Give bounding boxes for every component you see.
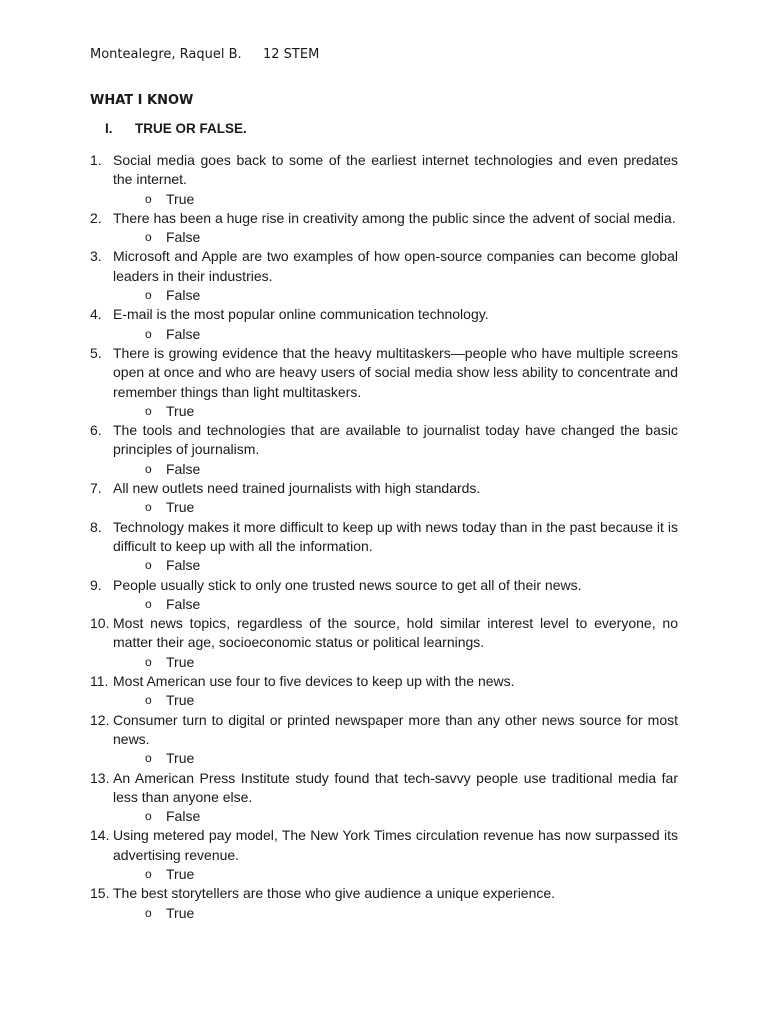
- answer-line: [90, 749, 678, 768]
- question-statement: [90, 576, 678, 595]
- answer-text: True: [166, 865, 195, 882]
- question-statement: [90, 884, 678, 903]
- hollow-bullet-icon: o: [145, 230, 152, 245]
- answer-line: [90, 807, 678, 826]
- question-number: 15.: [90, 885, 110, 902]
- hollow-bullet-icon: o: [145, 596, 152, 611]
- answer-line: [90, 190, 678, 209]
- question-item: [90, 421, 678, 479]
- question-text: Most American use four to five devices to keep up with the news.: [113, 673, 515, 690]
- part-number: I.: [105, 121, 113, 136]
- answer-text: True: [166, 653, 195, 670]
- hollow-bullet-icon: o: [145, 558, 152, 573]
- question-text: Most news topics, regardless of the source, hold similar interest level to everyone, no matter their age, socioeconomic status or political learnings.: [113, 615, 678, 651]
- question-text: Consumer turn to digital or printed newspaper more than any other news source for most news.: [113, 711, 678, 747]
- hollow-bullet-icon: o: [145, 288, 152, 303]
- question-statement: [90, 305, 678, 324]
- hollow-bullet-icon: o: [145, 326, 152, 341]
- question-text: Microsoft and Apple are two examples of how open-source companies can become global leaders in their industries.: [113, 248, 678, 284]
- answer-text: False: [166, 557, 201, 574]
- hollow-bullet-icon: o: [145, 809, 152, 824]
- question-item: [90, 614, 678, 672]
- answer-text: True: [166, 402, 195, 419]
- question-text: There is growing evidence that the heavy multitaskers—people who have multiple screens open at once and who are heavy users of social media show less ability to concentrate and remember things than light multitaskers.: [113, 344, 678, 400]
- question-statement: [90, 421, 678, 460]
- question-item: [90, 151, 678, 209]
- question-item: [90, 305, 678, 344]
- question-text: Using metered pay model, The New York Times circulation revenue has now surpassed its advertising revenue.: [113, 827, 678, 863]
- question-text: The tools and technologies that are available to journalist today have changed the basic principles of journalism.: [113, 422, 678, 458]
- answer-text: False: [166, 287, 201, 304]
- student-name: Montealegre, Raquel B.: [90, 47, 242, 62]
- section-title: WHAT I KNOW: [90, 93, 194, 108]
- question-number: 2.: [90, 209, 102, 226]
- question-text: Technology makes it more difficult to keep up with news today than in the past because it is difficult to keep up with all the information.: [113, 518, 678, 554]
- answer-line: [90, 460, 678, 479]
- question-statement: [90, 826, 678, 865]
- question-number: 1.: [90, 152, 102, 168]
- question-item: [90, 711, 678, 769]
- answer-text: True: [166, 190, 195, 207]
- question-number: 10.: [90, 615, 110, 632]
- question-text: All new outlets need trained journalists with high standards.: [113, 480, 481, 497]
- hollow-bullet-icon: o: [145, 461, 152, 476]
- answer-text: True: [166, 750, 195, 767]
- hollow-bullet-icon: o: [145, 751, 152, 766]
- answer-line: [90, 595, 678, 614]
- hollow-bullet-icon: o: [145, 905, 152, 920]
- question-text: An American Press Institute study found that tech-savvy people use traditional media far less than anyone else.: [113, 769, 678, 805]
- answer-text: False: [166, 595, 201, 612]
- question-number: 11.: [90, 673, 109, 690]
- question-list: [90, 151, 678, 923]
- question-statement: [90, 518, 678, 557]
- question-item: [90, 479, 678, 518]
- question-number: 4.: [90, 306, 102, 323]
- question-statement: [90, 769, 678, 808]
- question-item: [90, 518, 678, 576]
- answer-line: [90, 286, 678, 305]
- question-item: [90, 344, 678, 421]
- question-number: 12.: [90, 711, 110, 728]
- question-number: 7.: [90, 480, 102, 497]
- question-item: [90, 826, 678, 884]
- answer-line: [90, 904, 678, 923]
- question-item: [90, 884, 678, 923]
- question-statement: [90, 614, 678, 653]
- document-header: [90, 47, 320, 62]
- question-item: [90, 247, 678, 305]
- answer-line: [90, 498, 678, 517]
- question-statement: [90, 247, 678, 286]
- question-statement: [90, 344, 678, 402]
- question-item: [90, 209, 678, 248]
- hollow-bullet-icon: o: [145, 654, 152, 669]
- question-item: [90, 769, 678, 827]
- answer-line: [90, 691, 678, 710]
- answer-line: [90, 653, 678, 672]
- question-statement: [90, 209, 678, 228]
- answer-text: True: [166, 692, 195, 709]
- answer-text: False: [166, 808, 201, 825]
- question-text: The best storytellers are those who give audience a unique experience.: [113, 885, 556, 902]
- answer-text: True: [166, 904, 195, 921]
- question-number: 8.: [90, 518, 102, 535]
- grade-section: 12 STEM: [263, 47, 320, 62]
- answer-line: [90, 402, 678, 421]
- answer-text: False: [166, 229, 201, 246]
- question-number: 9.: [90, 576, 102, 593]
- question-number: 5.: [90, 344, 102, 361]
- question-item: [90, 672, 678, 711]
- answer-text: False: [166, 460, 201, 477]
- question-number: 6.: [90, 422, 102, 439]
- answer-text: True: [166, 499, 195, 516]
- question-statement: [90, 479, 678, 498]
- question-text: Social media goes back to some of the earliest internet technologies and even predates the internet.: [113, 152, 678, 188]
- question-number: 13.: [90, 769, 110, 786]
- question-item: [90, 576, 678, 615]
- question-statement: [90, 672, 678, 691]
- answer-line: [90, 228, 678, 247]
- question-statement: [90, 711, 678, 750]
- question-text: E-mail is the most popular online communication technology.: [113, 306, 489, 323]
- question-text: People usually stick to only one trusted news source to get all of their news.: [113, 576, 582, 593]
- question-number: 14.: [90, 827, 110, 844]
- hollow-bullet-icon: o: [145, 693, 152, 708]
- part-heading: [105, 121, 247, 136]
- question-number: 3.: [90, 248, 102, 265]
- part-title: TRUE OR FALSE.: [135, 121, 247, 136]
- answer-text: False: [166, 325, 201, 342]
- answer-line: [90, 865, 678, 884]
- answer-line: [90, 556, 678, 575]
- hollow-bullet-icon: o: [145, 500, 152, 515]
- question-statement: [90, 151, 678, 190]
- question-text: There has been a huge rise in creativity among the public since the advent of social media.: [113, 209, 676, 226]
- hollow-bullet-icon: o: [145, 191, 152, 206]
- hollow-bullet-icon: o: [145, 403, 152, 418]
- answer-line: [90, 325, 678, 344]
- hollow-bullet-icon: o: [145, 866, 152, 881]
